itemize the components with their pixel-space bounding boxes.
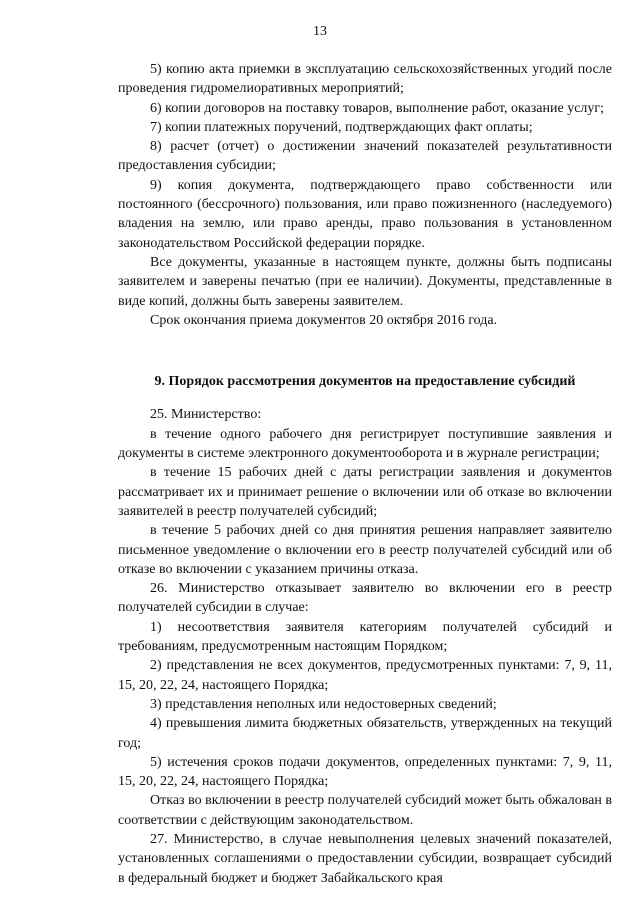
paragraph: 8) расчет (отчет) о достижении значений показателей результативности предоставления субсидии; xyxy=(118,139,612,174)
paragraph: Отказ во включении в реестр получателей субсидий может быть обжалован в соответствии с действующим законодательством. xyxy=(118,793,612,828)
paragraph: 5) истечения сроков подачи документов, определенных пунктами: 7, 9, 11, 15, 20, 22, 24, настоящего Порядка; xyxy=(118,754,612,790)
paragraph: Все документы, указанные в настоящем пункте, должны быть подписаны заявителем и заверены печатью (при ее наличии). Документы, представленные в виде копий, должны быть заверены заявителем. xyxy=(118,254,612,309)
page-number: 13 xyxy=(313,24,327,39)
paragraph: 7) копии платежных поручений, подтверждающих факт оплаты; xyxy=(150,119,533,135)
paragraph: в течение одного рабочего дня регистрирует поступившие заявления и документы в системе электронного документооборота и в журнале регистрации; xyxy=(118,426,612,462)
paragraph: 2) представления не всех документов, предусмотренных пунктами: 7, 9, 11, 15, 20, 22, 24, настоящего Порядка; xyxy=(118,658,612,693)
paragraph: в течение 5 рабочих дней со дня принятия решения направляет заявителю письменное уведомление о включении его в реестр получателей субсидий или об отказе во включении с указанием причины отказа. xyxy=(118,523,612,577)
paragraph: 5) копию акта приемки в эксплуатацию сельскохозяйственных угодий после проведения гидромелиоративных мероприятий; xyxy=(118,62,612,97)
paragraph: 4) превышения лимита бюджетных обязательств, утвержденных на текущий год; xyxy=(118,716,612,751)
document-body xyxy=(118,60,612,888)
section-heading: 9. Порядок рассмотрения документов на предоставление субсидий xyxy=(154,374,576,390)
paragraph: 1) несоответствия заявителя категориям получателей субсидий и требованиям, предусмотренным настоящим Порядком; xyxy=(118,619,612,655)
paragraph: 27. Министерство, в случае невыполнения целевых значений показателей, установленных соглашениями о предоставлении субсидии, возвращает субсидий в федеральный бюджет и бюджет Забайкальского края xyxy=(118,831,612,886)
paragraph: 9) копия документа, подтверждающего право собственности или постоянного (бессрочного) пользования, или право пожизненного (наследуемого) владения на землю, или право аренды, право пользования в установленном законодательством Российской федерации порядке. xyxy=(118,177,612,251)
paragraph: 6) копии договоров на поставку товаров, выполнение работ, оказание услуг; xyxy=(150,100,605,116)
section-top xyxy=(118,60,612,330)
paragraph: 26. Министерство отказывает заявителю во включении его в реестр получателей субсидии в случае: xyxy=(118,581,612,616)
section-main xyxy=(118,405,612,887)
paragraph: в течение 15 рабочих дней с даты регистрации заявления и документов рассматривает их и принимает решение о включении или об отказе во включении заявителей в реестр получателей субсидий; xyxy=(118,465,612,519)
paragraph: Срок окончания приема документов 20 октября 2016 года. xyxy=(150,312,498,328)
paragraph: 3) представления неполных или недостоверных сведений; xyxy=(150,696,497,712)
paragraph: 25. Министерство: xyxy=(150,407,262,423)
